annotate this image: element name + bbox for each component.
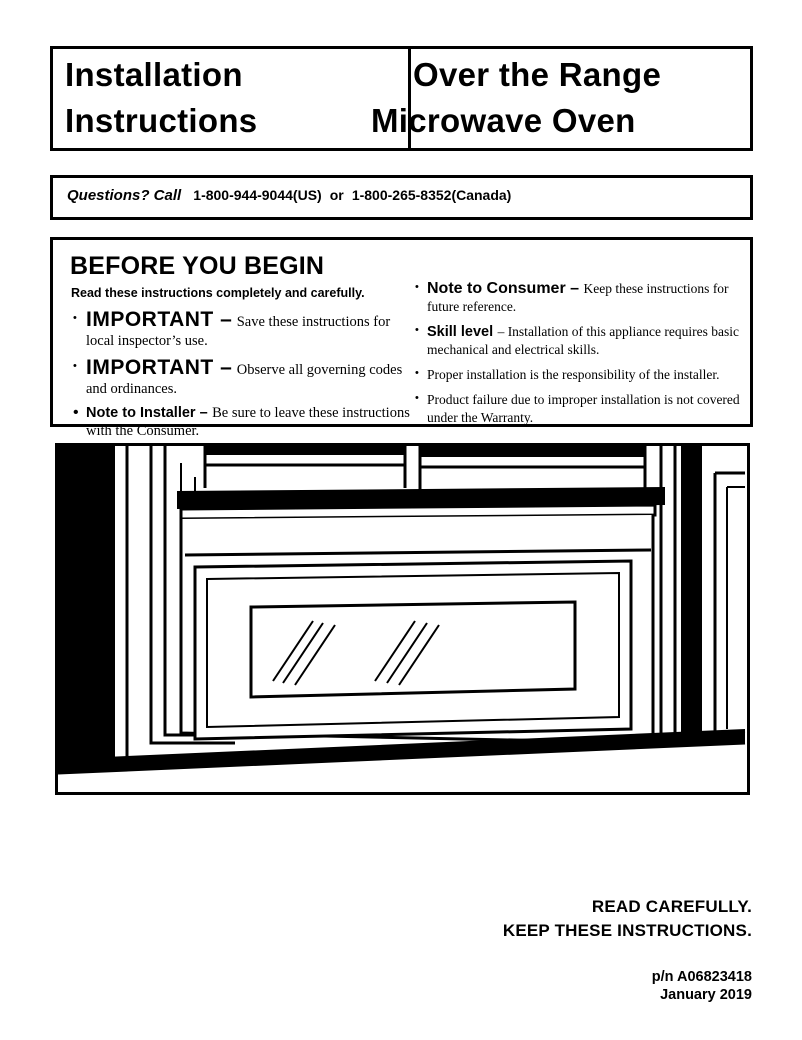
title-block [50, 46, 753, 151]
list-item-bold: Note to Consumer – [427, 280, 580, 297]
over-the-range-microwave-illustration [55, 443, 750, 795]
list-item [413, 323, 743, 359]
before-you-begin-block [50, 237, 753, 439]
list-item [70, 404, 410, 440]
part-number-block [652, 968, 752, 1004]
bullet-icon: • [73, 360, 77, 372]
title-right-line2: Microwave Oven [371, 102, 636, 139]
questions-bar [50, 175, 753, 220]
before-you-begin-right-column [413, 280, 743, 434]
part-number: p/n A06823418 [651, 969, 752, 985]
list-item [413, 391, 743, 427]
read-carefully-line1: READ CAREFULLY. [591, 897, 752, 916]
before-you-begin-subheading: Read these instructions completely and carefully. [71, 286, 365, 300]
list-item-text: Observe all governing codes and ordinances. [86, 362, 403, 397]
bullet-icon: • [415, 281, 419, 293]
questions-canada-number: 1-800-265-8352(Canada) [351, 187, 512, 203]
list-item-text: – Installation of this appliance requires basic mechanical and electrical skills. [427, 324, 739, 357]
list-item-bold: Skill level [427, 324, 494, 340]
questions-or: or [329, 187, 344, 203]
list-item [70, 308, 410, 350]
title-left-line1: Installation [65, 56, 243, 93]
bullet-icon: • [415, 367, 419, 379]
list-item-bold: Note to Installer – [86, 405, 208, 421]
before-you-begin-heading: BEFORE YOU BEGIN [70, 252, 325, 280]
questions-label: Questions? Call [67, 187, 182, 204]
list-item-text: Be sure to leave these instructions with the Consumer. [86, 405, 410, 439]
bullet-icon: • [73, 312, 77, 324]
bullet-icon: • [73, 404, 79, 421]
list-item [413, 366, 743, 384]
read-carefully-line2: KEEP THESE INSTRUCTIONS. [502, 921, 752, 940]
list-item-bold: IMPORTANT – [86, 308, 233, 331]
list-item [413, 280, 743, 316]
list-item-text: Product failure due to improper installation is not covered under the Warranty. [427, 392, 740, 425]
bullet-icon: • [415, 324, 419, 336]
before-you-begin-left-column [70, 308, 410, 446]
title-right-line1: Over the Range [413, 56, 662, 93]
list-item-bold: IMPORTANT – [86, 356, 233, 379]
title-left [65, 52, 415, 144]
list-item-text: Proper installation is the responsibility of the installer. [427, 367, 720, 382]
title-left-line2: Instructions [65, 102, 258, 139]
publication-date: January 2019 [660, 987, 752, 1003]
list-item-text: Save these instructions for local inspector’s use. [86, 314, 391, 349]
questions-inner [67, 187, 511, 204]
list-item-text: Keep these instructions for future reference. [427, 281, 729, 314]
read-carefully-notice [503, 895, 752, 943]
list-item [70, 356, 410, 398]
title-right [371, 52, 751, 144]
questions-us-number: 1-800-944-9044(US) [193, 187, 322, 203]
bullet-icon: • [415, 392, 419, 404]
